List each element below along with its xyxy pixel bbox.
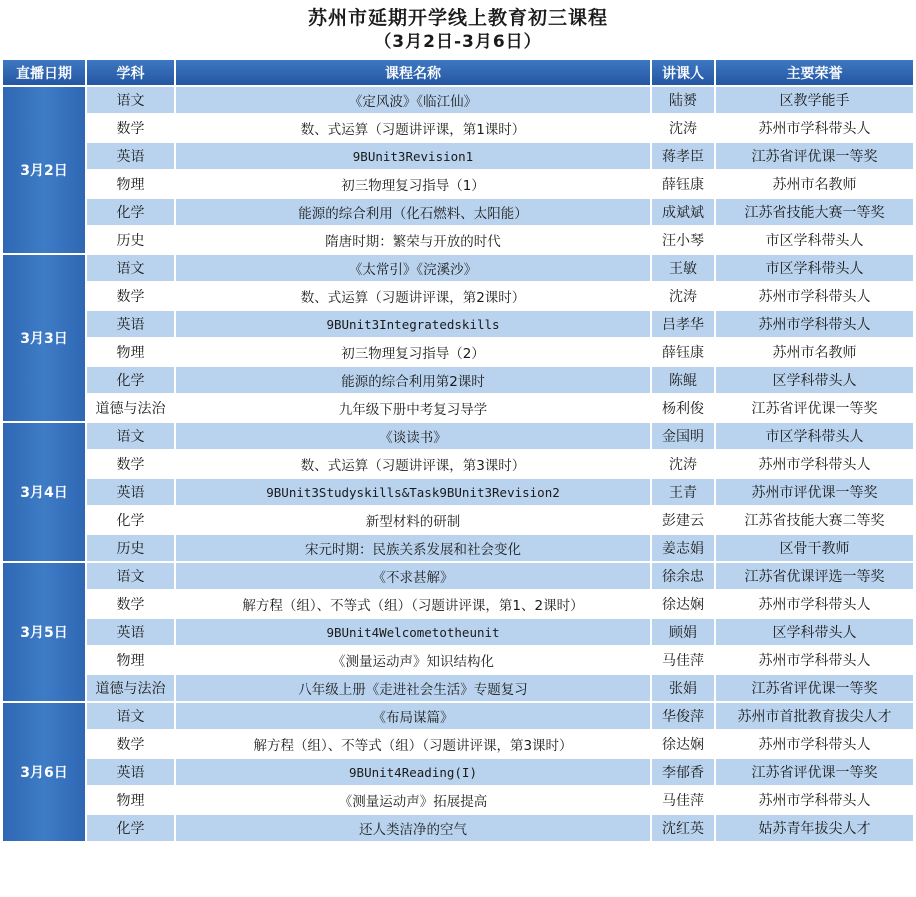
honor-cell: 区学科带头人 <box>716 367 913 393</box>
subject-cell: 英语 <box>87 619 174 645</box>
honor-cell: 江苏省技能大赛二等奖 <box>716 507 913 533</box>
subject-cell: 英语 <box>87 759 174 785</box>
teacher-cell: 沈涛 <box>652 283 714 309</box>
course-cell: 《太常引》《浣溪沙》 <box>176 255 650 281</box>
honor-cell: 区骨干教师 <box>716 535 913 561</box>
course-cell: 9BUnit4Reading(I) <box>176 759 650 785</box>
schedule-table <box>1 58 915 843</box>
subject-cell: 数学 <box>87 451 174 477</box>
teacher-cell: 顾娟 <box>652 619 714 645</box>
table-row <box>3 479 913 505</box>
date-cell: 3月6日 <box>3 703 85 841</box>
course-cell: 《测量运动声》知识结构化 <box>176 647 650 673</box>
honor-cell: 江苏省技能大赛一等奖 <box>716 199 913 225</box>
teacher-cell: 成斌斌 <box>652 199 714 225</box>
page-title: 苏州市延期开学线上教育初三课程 <box>307 7 608 29</box>
table-row <box>3 451 913 477</box>
table-row <box>3 227 913 253</box>
teacher-cell: 沈涛 <box>652 451 714 477</box>
course-cell: 初三物理复习指导（1） <box>176 171 650 197</box>
course-cell: 《定风波》《临江仙》 <box>176 87 650 113</box>
course-cell: 九年级下册中考复习导学 <box>176 395 650 421</box>
teacher-cell: 马佳萍 <box>652 647 714 673</box>
table-row <box>3 731 913 757</box>
table-row <box>3 283 913 309</box>
course-cell: 数、式运算（习题讲评课，第3课时） <box>176 451 650 477</box>
honor-cell: 苏州市学科带头人 <box>716 787 913 813</box>
course-cell: 能源的综合利用第2课时 <box>176 367 650 393</box>
honor-cell: 江苏省优课评选一等奖 <box>716 563 913 589</box>
teacher-cell: 王敏 <box>652 255 714 281</box>
teacher-cell: 李郁香 <box>652 759 714 785</box>
table-row <box>3 311 913 337</box>
teacher-cell: 吕孝华 <box>652 311 714 337</box>
subject-cell: 语文 <box>87 423 174 449</box>
honor-cell: 苏州市评优课一等奖 <box>716 479 913 505</box>
table-row <box>3 591 913 617</box>
course-cell: 新型材料的研制 <box>176 507 650 533</box>
course-cell: 《不求甚解》 <box>176 563 650 589</box>
table-row <box>3 759 913 785</box>
subject-cell: 语文 <box>87 255 174 281</box>
table-row <box>3 703 913 729</box>
header-course: 课程名称 <box>176 60 650 85</box>
table-row <box>3 255 913 281</box>
subject-cell: 语文 <box>87 703 174 729</box>
table-row <box>3 619 913 645</box>
course-cell: 9BUnit3Studyskills&Task9BUnit3Revision2 <box>176 479 650 505</box>
course-cell: 《布局谋篇》 <box>176 703 650 729</box>
course-cell: 解方程（组）、不等式（组）（习题讲评课，第1、2课时） <box>176 591 650 617</box>
teacher-cell: 彭建云 <box>652 507 714 533</box>
table-row <box>3 675 913 701</box>
teacher-cell: 金国明 <box>652 423 714 449</box>
date-cell: 3月3日 <box>3 255 85 421</box>
header-subject: 学科 <box>87 60 174 85</box>
subject-cell: 数学 <box>87 283 174 309</box>
teacher-cell: 马佳萍 <box>652 787 714 813</box>
teacher-cell: 徐余忠 <box>652 563 714 589</box>
subject-cell: 道德与法治 <box>87 675 174 701</box>
course-cell: 9BUnit4Welcometotheunit <box>176 619 650 645</box>
course-cell: 初三物理复习指导（2） <box>176 339 650 365</box>
honor-cell: 苏州市学科带头人 <box>716 115 913 141</box>
honor-cell: 苏州市学科带头人 <box>716 283 913 309</box>
subject-cell: 历史 <box>87 227 174 253</box>
header-honor: 主要荣誉 <box>716 60 913 85</box>
honor-cell: 苏州市名教师 <box>716 171 913 197</box>
teacher-cell: 沈涛 <box>652 115 714 141</box>
honor-cell: 江苏省评优课一等奖 <box>716 759 913 785</box>
course-cell: 9BUnit3Revision1 <box>176 143 650 169</box>
honor-cell: 市区学科带头人 <box>716 227 913 253</box>
honor-cell: 苏州市首批教育拔尖人才 <box>716 703 913 729</box>
subject-cell: 物理 <box>87 171 174 197</box>
honor-cell: 苏州市学科带头人 <box>716 731 913 757</box>
course-cell: 《测量运动声》拓展提高 <box>176 787 650 813</box>
course-cell: 解方程（组）、不等式（组）（习题讲评课，第3课时） <box>176 731 650 757</box>
subject-cell: 道德与法治 <box>87 395 174 421</box>
subject-cell: 英语 <box>87 311 174 337</box>
table-row <box>3 563 913 589</box>
honor-cell: 苏州市名教师 <box>716 339 913 365</box>
table-row <box>3 647 913 673</box>
subject-cell: 化学 <box>87 199 174 225</box>
honor-cell: 市区学科带头人 <box>716 255 913 281</box>
subject-cell: 数学 <box>87 591 174 617</box>
teacher-cell: 蒋孝臣 <box>652 143 714 169</box>
teacher-cell: 华俊萍 <box>652 703 714 729</box>
teacher-cell: 薛钰康 <box>652 171 714 197</box>
table-row <box>3 199 913 225</box>
table-row <box>3 115 913 141</box>
honor-cell: 区教学能手 <box>716 87 913 113</box>
teacher-cell: 沈红英 <box>652 815 714 841</box>
subject-cell: 物理 <box>87 647 174 673</box>
course-cell: 隋唐时期：繁荣与开放的时代 <box>176 227 650 253</box>
course-cell: 数、式运算（习题讲评课，第2课时） <box>176 283 650 309</box>
subject-cell: 化学 <box>87 815 174 841</box>
table-row <box>3 367 913 393</box>
teacher-cell: 陆赟 <box>652 87 714 113</box>
honor-cell: 市区学科带头人 <box>716 423 913 449</box>
teacher-cell: 薛钰康 <box>652 339 714 365</box>
teacher-cell: 姜志娟 <box>652 535 714 561</box>
table-row <box>3 535 913 561</box>
honor-cell: 苏州市学科带头人 <box>716 451 913 477</box>
subject-cell: 语文 <box>87 87 174 113</box>
course-cell: 数、式运算（习题讲评课，第1课时） <box>176 115 650 141</box>
teacher-cell: 张娟 <box>652 675 714 701</box>
title-block <box>0 0 916 58</box>
subject-cell: 化学 <box>87 367 174 393</box>
date-cell: 3月4日 <box>3 423 85 561</box>
honor-cell: 江苏省评优课一等奖 <box>716 395 913 421</box>
honor-cell: 苏州市学科带头人 <box>716 591 913 617</box>
teacher-cell: 徐达娴 <box>652 731 714 757</box>
teacher-cell: 杨利俊 <box>652 395 714 421</box>
table-row <box>3 339 913 365</box>
date-cell: 3月2日 <box>3 87 85 253</box>
header-teacher: 讲课人 <box>652 60 714 85</box>
course-cell: 能源的综合利用（化石燃料、太阳能） <box>176 199 650 225</box>
honor-cell: 姑苏青年拔尖人才 <box>716 815 913 841</box>
subject-cell: 数学 <box>87 731 174 757</box>
subject-cell: 数学 <box>87 115 174 141</box>
table-row <box>3 815 913 841</box>
course-cell: 还人类洁净的空气 <box>176 815 650 841</box>
table-row <box>3 143 913 169</box>
table-row <box>3 87 913 113</box>
subject-cell: 物理 <box>87 339 174 365</box>
honor-cell: 江苏省评优课一等奖 <box>716 143 913 169</box>
course-cell: 《谈读书》 <box>176 423 650 449</box>
course-cell: 宋元时期：民族关系发展和社会变化 <box>176 535 650 561</box>
schedule-body <box>3 87 913 841</box>
header-date: 直播日期 <box>3 60 85 85</box>
page-subtitle: （3月2日-3月6日） <box>374 32 542 52</box>
header-row <box>3 60 913 85</box>
table-row <box>3 787 913 813</box>
teacher-cell: 王青 <box>652 479 714 505</box>
table-row <box>3 395 913 421</box>
table-row <box>3 423 913 449</box>
subject-cell: 英语 <box>87 143 174 169</box>
teacher-cell: 陈鲲 <box>652 367 714 393</box>
honor-cell: 苏州市学科带头人 <box>716 647 913 673</box>
teacher-cell: 汪小琴 <box>652 227 714 253</box>
honor-cell: 江苏省评优课一等奖 <box>716 675 913 701</box>
honor-cell: 区学科带头人 <box>716 619 913 645</box>
table-row <box>3 171 913 197</box>
date-cell: 3月5日 <box>3 563 85 701</box>
honor-cell: 苏州市学科带头人 <box>716 311 913 337</box>
table-row <box>3 507 913 533</box>
course-cell: 八年级上册《走进社会生活》专题复习 <box>176 675 650 701</box>
subject-cell: 化学 <box>87 507 174 533</box>
course-cell: 9BUnit3Integratedskills <box>176 311 650 337</box>
subject-cell: 物理 <box>87 787 174 813</box>
subject-cell: 英语 <box>87 479 174 505</box>
teacher-cell: 徐达娴 <box>652 591 714 617</box>
subject-cell: 历史 <box>87 535 174 561</box>
subject-cell: 语文 <box>87 563 174 589</box>
